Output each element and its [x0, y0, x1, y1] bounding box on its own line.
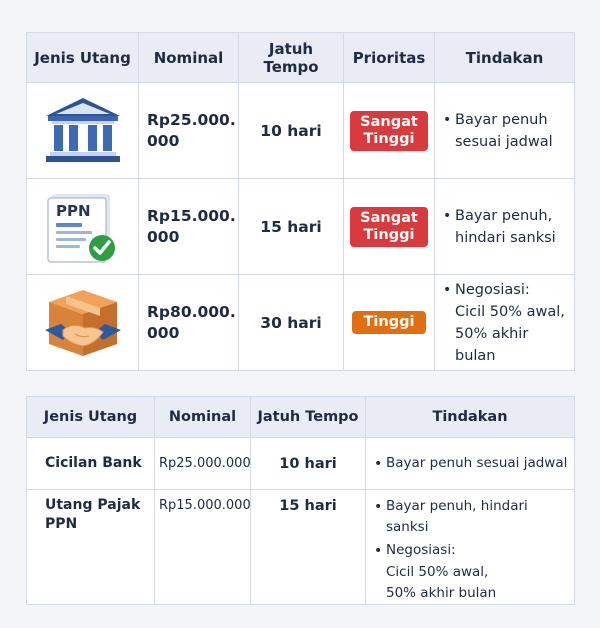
header-nominal: Nominal [155, 397, 251, 438]
action-text: Bayar penuh sesuai jadwal [386, 454, 568, 471]
action-text: Negosiasi: [455, 281, 530, 298]
nominal-text: 000 [147, 323, 180, 342]
bullet-icon: • [443, 111, 452, 128]
action-text: Bayar penuh, [455, 207, 553, 224]
action-cell [435, 83, 575, 179]
priority-text: Sangat [360, 113, 418, 130]
box-handshake-icon [41, 286, 125, 360]
priority-badge: Tinggi [352, 311, 426, 334]
table-header-row [27, 397, 575, 438]
priority-badge [350, 111, 428, 151]
due-cell: 30 hari [239, 275, 344, 371]
nominal-text: Rp15.000. [147, 206, 236, 225]
nominal-cell: Rp25.000.000 [155, 438, 251, 490]
bank-building-icon [42, 96, 124, 166]
action-text: Negosiasi: [386, 542, 456, 558]
nominal-text: Rp80.000. [147, 302, 236, 321]
action-text: 50% akhir bulan [386, 585, 497, 601]
debt-type-cell [27, 179, 139, 275]
debt-name-cell [27, 490, 155, 605]
action-cell [366, 490, 575, 605]
action-text: Cicil 50% awal, [455, 303, 565, 320]
debt-priority-table [26, 32, 575, 371]
priority-cell [344, 275, 435, 371]
debt-name-text: Utang Pajak [45, 497, 141, 513]
header-jatuh-tempo: Jatuh Tempo [239, 33, 344, 83]
table-row [27, 438, 575, 490]
bullet-icon: • [374, 543, 383, 559]
nominal-cell: Rp15.000.000 [155, 490, 251, 605]
bullet-icon: • [443, 281, 452, 298]
header-jenis-utang: Jenis Utang [27, 33, 139, 83]
table-row [27, 83, 575, 179]
bullet-icon: • [374, 455, 383, 472]
table-row [27, 275, 575, 371]
priority-cell [344, 179, 435, 275]
ppn-tax-document-icon [42, 190, 124, 264]
ppn-label: PPN [55, 201, 91, 220]
action-cell [435, 179, 575, 275]
header-jatuh-tempo: Jatuh Tempo [251, 397, 366, 438]
action-text: Bayar penuh, hindari sanksi [386, 498, 528, 535]
debt-type-cell [27, 275, 139, 371]
header-tindakan: Tindakan [366, 397, 575, 438]
debt-type-cell [27, 83, 139, 179]
action-cell [366, 438, 575, 490]
due-cell: 10 hari [239, 83, 344, 179]
debt-name-cell: Cicilan Bank [27, 438, 155, 490]
due-cell: 15 hari [251, 490, 366, 605]
nominal-cell [139, 275, 239, 371]
nominal-cell [139, 83, 239, 179]
header-tindakan: Tindakan [435, 33, 575, 83]
action-text: Bayar penuh [455, 111, 548, 128]
header-prioritas: Prioritas [344, 33, 435, 83]
action-text: 50% akhir bulan [455, 325, 529, 364]
priority-text: Sangat [360, 209, 418, 226]
table-row [27, 179, 575, 275]
table-header-row [27, 33, 575, 83]
nominal-text: Rp25.000. [147, 110, 236, 129]
debt-summary-table [26, 396, 575, 605]
action-cell [435, 275, 575, 371]
nominal-cell [139, 179, 239, 275]
bullet-icon: • [374, 499, 383, 515]
priority-badge [350, 207, 428, 247]
due-cell: 15 hari [239, 179, 344, 275]
bullet-icon: • [443, 207, 452, 224]
action-text: Cicil 50% awal, [386, 564, 489, 580]
action-text: sesuai jadwal [455, 133, 553, 150]
due-cell: 10 hari [251, 438, 366, 490]
table-row [27, 490, 575, 605]
nominal-text: 000 [147, 227, 180, 246]
priority-text: Tinggi [363, 130, 415, 147]
header-jenis-utang: Jenis Utang [27, 397, 155, 438]
priority-cell [344, 83, 435, 179]
action-text: hindari sanksi [455, 229, 556, 246]
header-nominal: Nominal [139, 33, 239, 83]
priority-text: Tinggi [363, 226, 415, 243]
nominal-text: 000 [147, 131, 180, 150]
debt-name-text: PPN [45, 516, 78, 532]
